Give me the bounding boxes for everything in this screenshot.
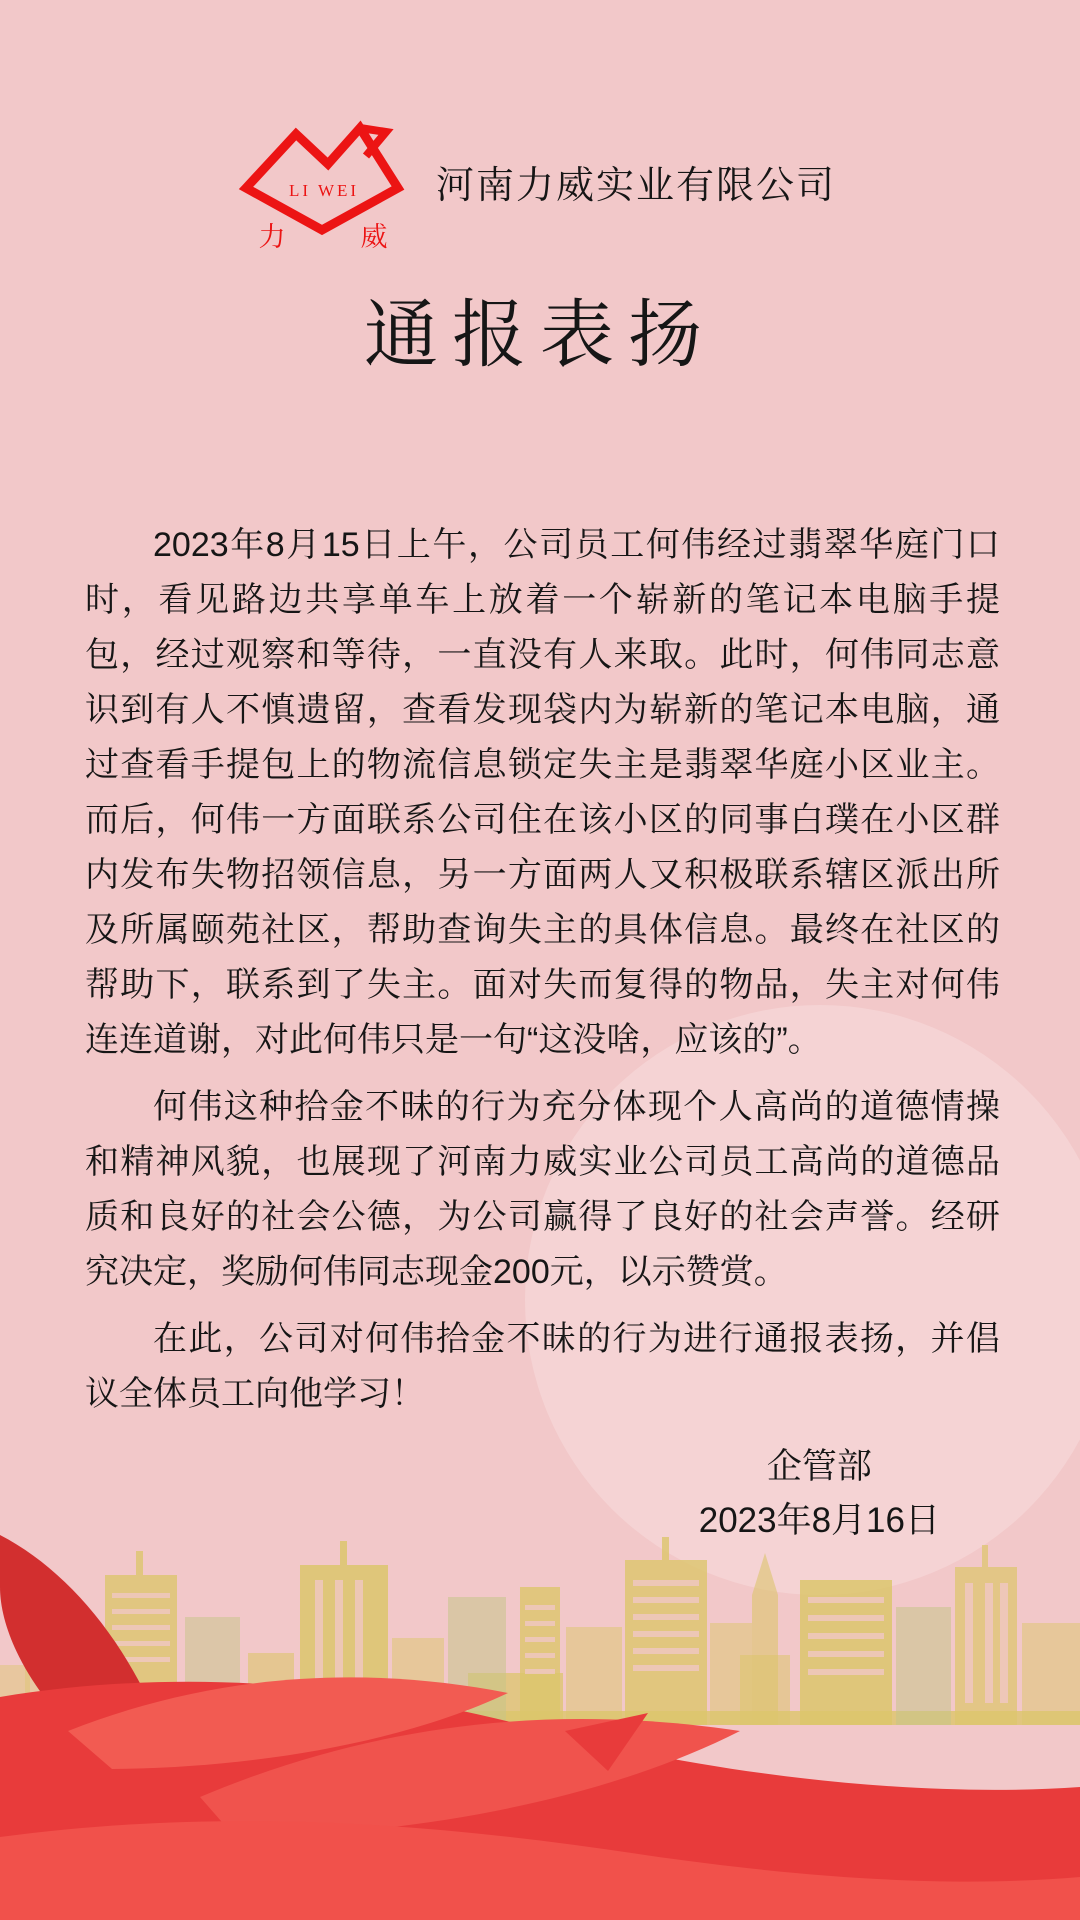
logo-li-character: 力 bbox=[258, 222, 286, 250]
signature-block bbox=[699, 1440, 940, 1548]
company-logo bbox=[232, 112, 412, 250]
logo-latin-text: LI WEI bbox=[288, 181, 360, 200]
notice-title: 通报表扬 bbox=[364, 293, 716, 376]
body-paragraph-3: 在此，公司对何伟拾金不昧的行为进行通报表扬，并倡议全体员工向他学习！ bbox=[85, 1320, 1000, 1413]
company-name: 河南力威实业有限公司 bbox=[436, 164, 837, 207]
signature-date: 2023年8月16日 bbox=[698, 1501, 940, 1540]
body-paragraph-2: 何伟这种拾金不昧的行为充分体现个人高尚的道德情操和精神风貌，也展现了河南力威实业公司员工高尚的道德品质和良好的社会公德，为公司赢得了良好的社会声誉。经研究决定，奖励何伟同志现金200元，以示赞赏。 bbox=[85, 1088, 1000, 1291]
notice-body bbox=[85, 518, 1000, 1434]
red-ribbon-decoration bbox=[0, 1535, 1080, 1920]
logo-wei-character: 威 bbox=[360, 222, 388, 250]
signature-department: 企管部 bbox=[766, 1447, 872, 1486]
body-paragraph-1: 2023年8月15日上午，公司员工何伟经过翡翠华庭门口时，看见路边共享单车上放着一个崭新的笔记本电脑手提包，经过观察和等待，一直没有人来取。此时，何伟同志意识到有人不慎遗留，查看发现袋内为崭新的笔记本电脑，通过查看手提包上的物流信息锁定失主是翡翠华庭小区业主。而后，何伟一方面联系公司住在该小区的同事白璞在小区群内发布失物招领信息，另一方面两人又积极联系辖区派出所及所属颐苑社区，帮助查询失主的具体信息。最终在社区的帮助下，联系到了失主。面对失而复得的物品，失主对何伟连连道谢，对此何伟只是一句“这没啥，应该的”。 bbox=[85, 526, 1000, 1059]
liwei-logo-icon bbox=[232, 112, 412, 250]
company-header bbox=[232, 112, 836, 250]
